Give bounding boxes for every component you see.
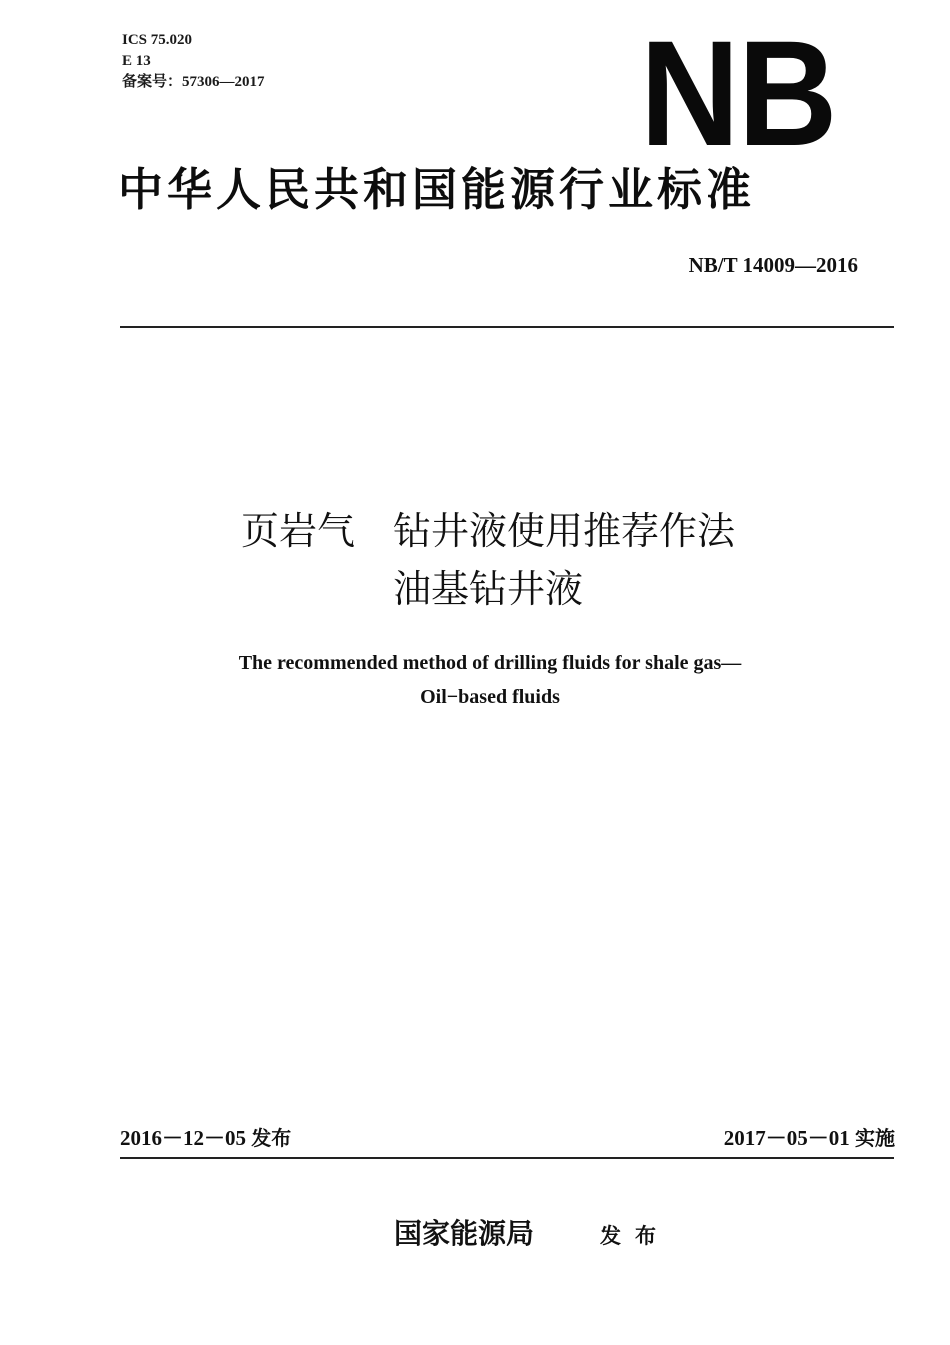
english-title-line-1: The recommended method of drilling fluids for shale gas—: [238, 652, 742, 674]
ics-code: ICS 75.020: [122, 32, 193, 48]
standard-type-title: 中华人民共和国能源行业标准: [118, 163, 756, 216]
publisher-action: 发布: [600, 1223, 670, 1248]
implementation-date-value: 2017－05－01: [723, 1126, 850, 1150]
standard-code: NB/T 14009—2016: [688, 253, 858, 277]
issue-date: [120, 1124, 291, 1152]
classification-block: [122, 30, 265, 93]
category-code: E 13: [122, 53, 151, 69]
chinese-title-line-1: 页岩气 钻井液使用推荐作法: [240, 509, 735, 553]
bottom-divider: [120, 1157, 894, 1159]
issue-label: 发布: [251, 1126, 292, 1150]
implementation-label: 实施: [855, 1126, 895, 1150]
chinese-title-line-2: 油基钻井液: [392, 567, 583, 611]
publisher-name: 国家能源局: [394, 1217, 535, 1250]
english-title-line-2: Oil−based fluids: [420, 686, 560, 708]
implementation-date: [724, 1124, 895, 1152]
nb-logo: NB: [640, 9, 836, 177]
top-divider: [120, 326, 894, 328]
filing-number: 备案号：57306—2017: [122, 74, 265, 90]
issue-date-value: 2016－12－05: [120, 1126, 246, 1150]
